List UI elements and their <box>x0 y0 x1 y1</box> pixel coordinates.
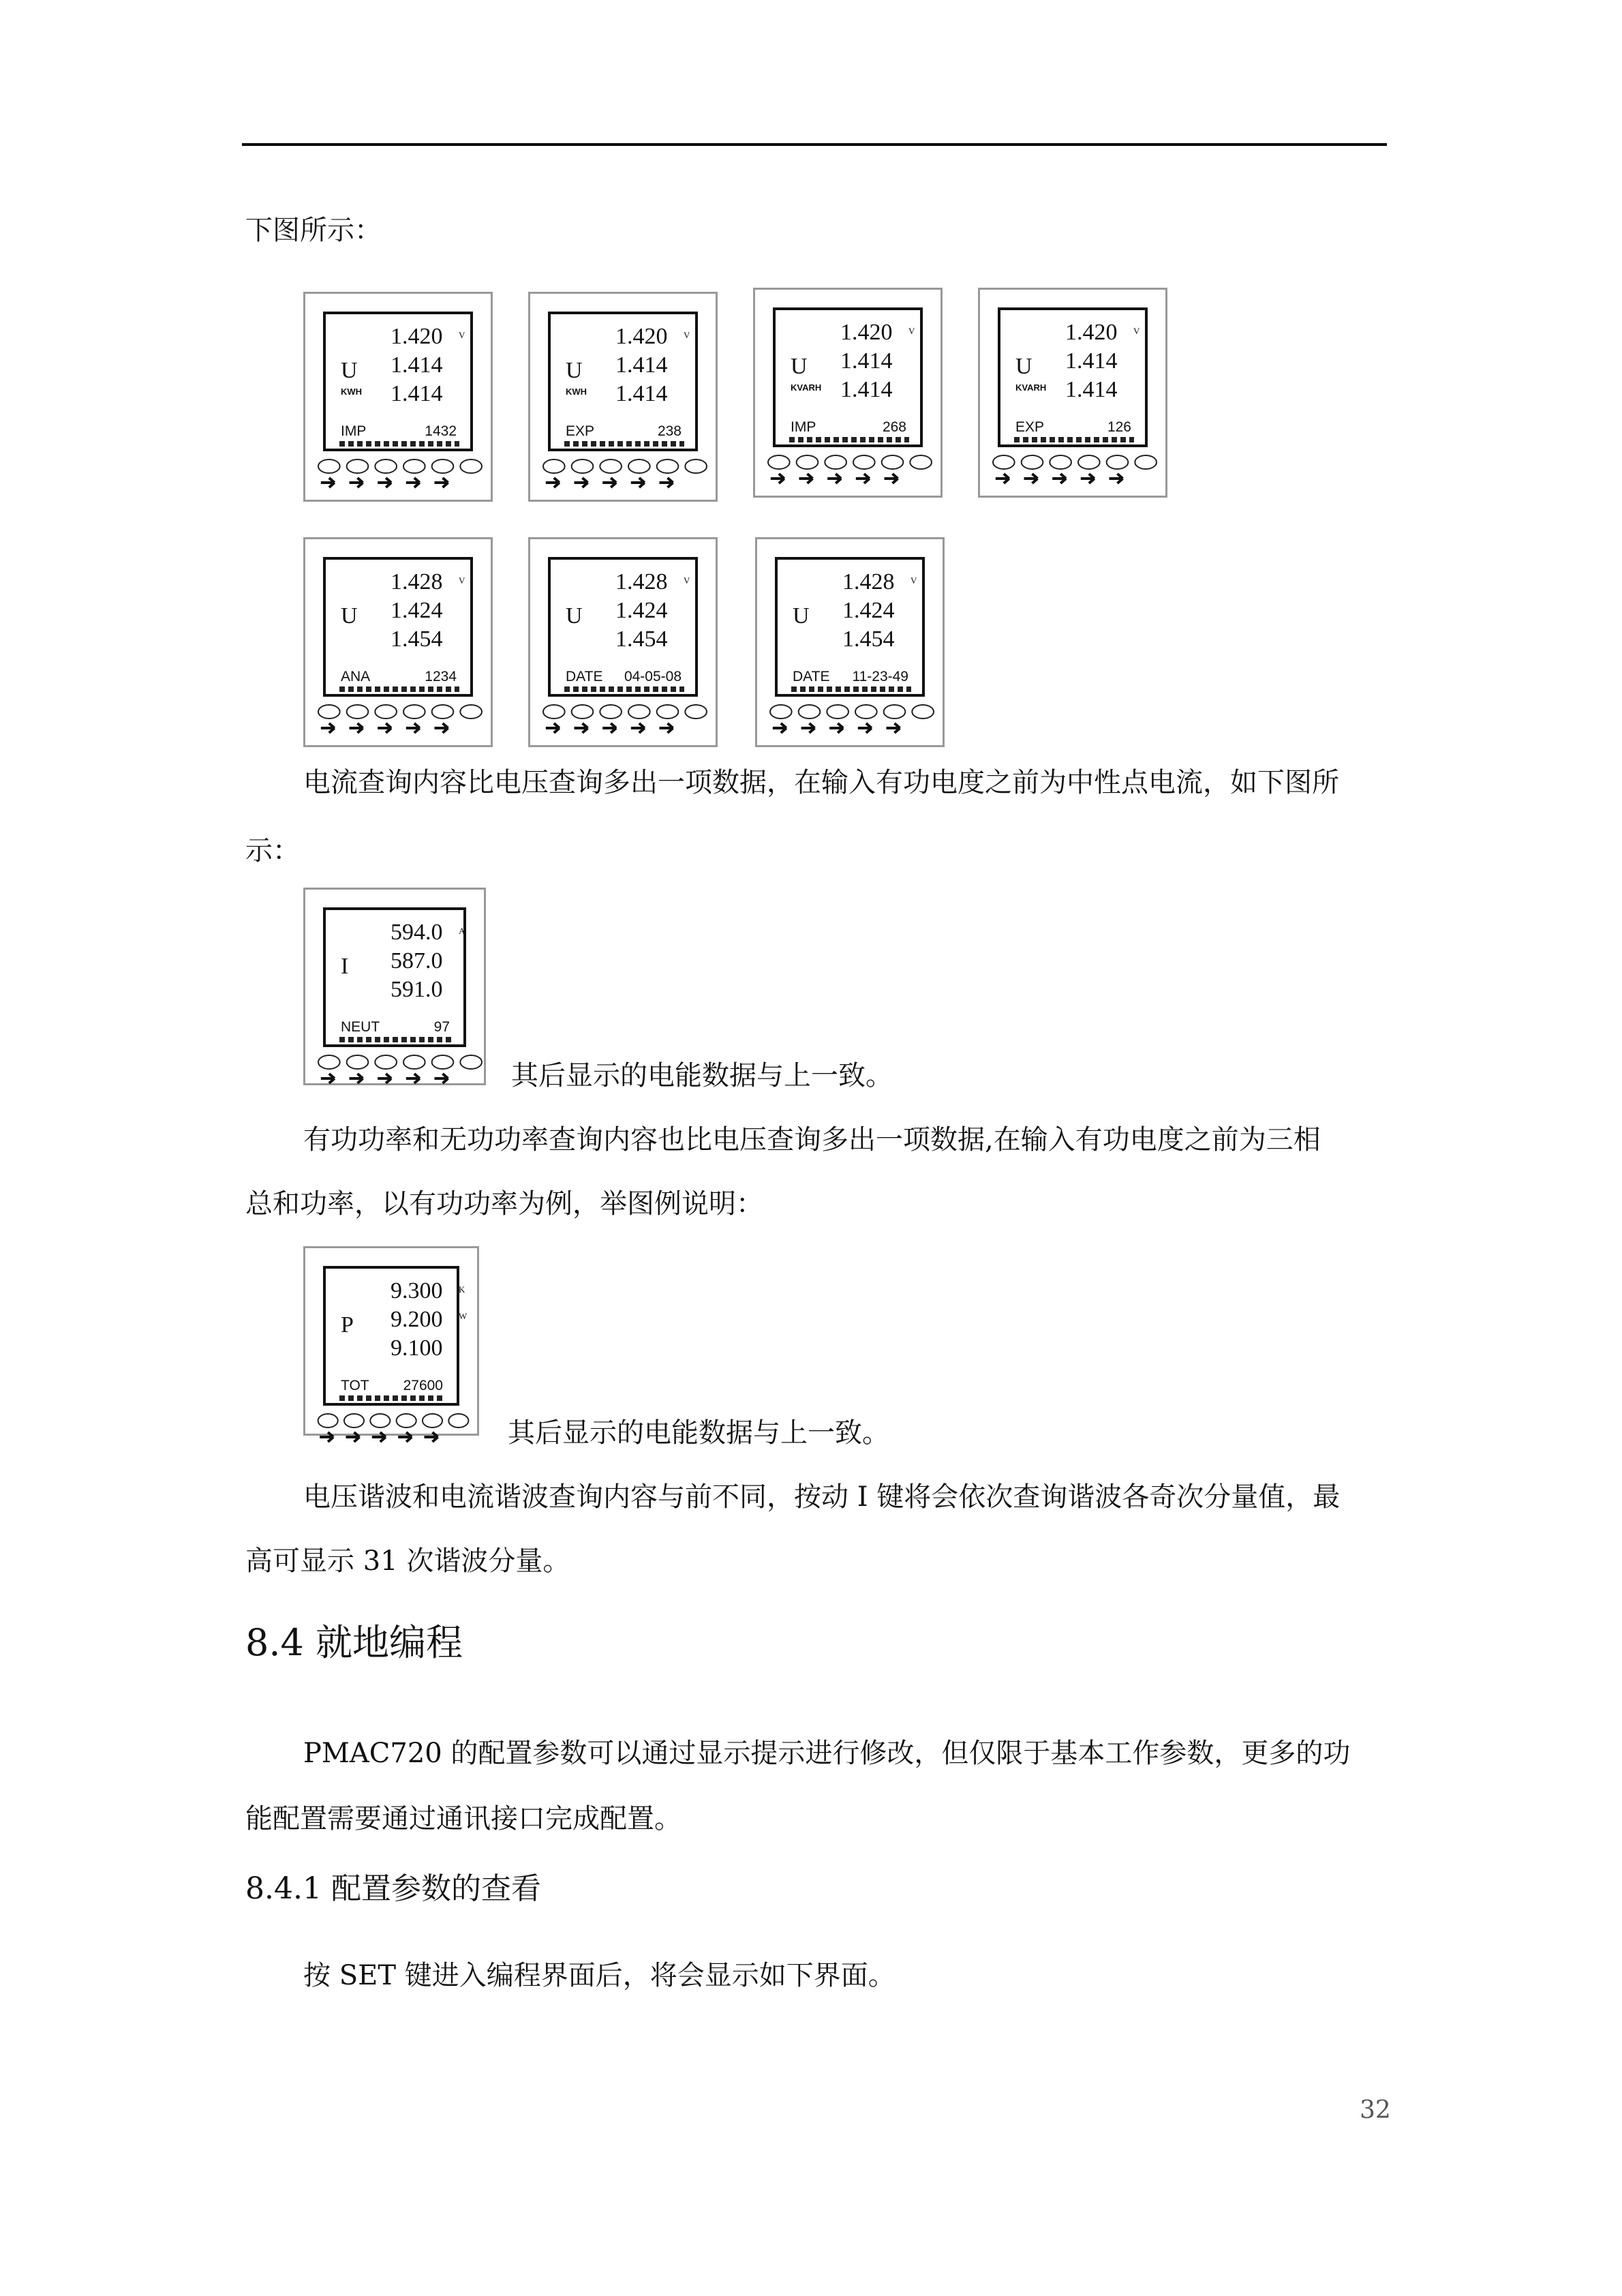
arrow-icon <box>1052 474 1066 483</box>
arrow-icon <box>346 1432 360 1442</box>
mode-label: IMP <box>341 423 367 439</box>
reading-3: 1.414 <box>391 381 443 406</box>
reading-3: 1.454 <box>391 626 443 652</box>
arrow-icon <box>799 474 813 483</box>
keypad-button <box>432 459 454 473</box>
segment-bar <box>339 1037 453 1042</box>
reading-3: 1.414 <box>615 381 668 406</box>
keypad-button <box>572 459 594 473</box>
reading-2: 1.414 <box>1065 348 1118 374</box>
keypad-button <box>403 1055 425 1069</box>
unit-label: V <box>911 575 917 586</box>
keypad <box>315 1051 485 1096</box>
keypad-button <box>344 1414 364 1428</box>
reading-2: 1.414 <box>391 352 443 378</box>
mode-value: 1234 <box>425 669 457 684</box>
keypad-button <box>600 705 622 719</box>
quantity-symbol: P <box>341 1312 354 1338</box>
reading-3: 1.454 <box>615 626 668 652</box>
keypad-button <box>600 459 622 473</box>
device-screen-7 <box>755 537 945 747</box>
harmonic-paragraph-line-2: 高可显示 31 次谐波分量。 <box>245 1545 570 1577</box>
keypad-button <box>827 705 848 719</box>
keypad-button <box>318 1055 340 1069</box>
mode-label: EXP <box>566 423 595 439</box>
keypad-button <box>855 705 877 719</box>
lcd-display <box>998 307 1148 447</box>
keypad-button <box>460 1055 482 1069</box>
arrow-icon <box>1110 474 1123 483</box>
current-paragraph-line-1: 电流查询内容比电压查询多出一项数据，在输入有功电度之前为中性点电流，如下图所 <box>303 767 1339 798</box>
reading-3: 591.0 <box>391 977 443 1002</box>
energy-unit: KWH <box>341 387 363 397</box>
energy-unit: KVARH <box>1015 382 1047 393</box>
device-screen-current <box>303 888 486 1085</box>
keypad <box>540 455 710 500</box>
page-number: 32 <box>1360 2096 1391 2124</box>
subsection-heading: 8.4.1 配置参数的查看 <box>245 1871 541 1906</box>
lcd-display <box>548 557 698 697</box>
arrow-icon <box>771 474 784 483</box>
section-paragraph-line-1: PMAC720 的配置参数可以通过显示提示进行修改，但仅限于基本工作参数，更多的功 <box>303 1738 1351 1769</box>
keypad-button <box>448 1414 468 1428</box>
segment-bar <box>564 441 684 447</box>
reading-1: 1.428 <box>615 569 668 594</box>
reading-1: 1.420 <box>391 324 443 349</box>
keypad-button <box>657 459 679 473</box>
lcd-display <box>323 312 473 451</box>
unit-label: A <box>459 926 465 936</box>
arrow-icon <box>372 1432 386 1442</box>
arrow-icon <box>660 478 673 487</box>
keypad-button <box>347 705 369 719</box>
reading-1: 1.420 <box>1065 320 1118 345</box>
after-current-text: 其后显示的电能数据与上一致。 <box>511 1060 893 1091</box>
arrow-icon <box>1081 474 1095 483</box>
keypad-button <box>403 705 425 719</box>
keypad-button <box>460 705 482 719</box>
mode-label: NEUT <box>341 1019 380 1035</box>
reading-2: 1.414 <box>840 348 893 374</box>
after-power-text: 其后显示的电能数据与上一致。 <box>508 1417 889 1449</box>
arrow-icon <box>406 723 420 733</box>
arrow-icon <box>1024 474 1038 483</box>
keypad-button <box>543 705 565 719</box>
arrow-icon <box>858 723 872 733</box>
arrow-icon <box>801 723 815 733</box>
arrow-icon <box>350 1074 363 1083</box>
current-paragraph-line-2: 示： <box>245 835 300 866</box>
reading-3: 1.414 <box>1065 377 1118 402</box>
arrow-icon <box>321 478 335 487</box>
keypad <box>765 451 935 496</box>
device-screen-2 <box>528 292 718 502</box>
arrow-icon <box>435 723 448 733</box>
reading-3: 1.414 <box>840 377 893 402</box>
keypad-button <box>884 705 906 719</box>
arrow-icon <box>350 723 363 733</box>
arrow-icon <box>827 474 841 483</box>
unit-label: V <box>459 575 465 586</box>
unit-label: V <box>908 326 915 336</box>
mode-value: 11-23-49 <box>852 669 908 684</box>
device-screen-6 <box>528 537 718 747</box>
power-paragraph-line-1: 有功功率和无功功率查询内容也比电压查询多出一项数据,在输入有功电度之前为三相 <box>303 1124 1321 1155</box>
keypad-button <box>768 455 790 469</box>
quantity-symbol: U <box>791 354 808 379</box>
keypad <box>540 701 710 746</box>
arrow-icon <box>996 474 1009 483</box>
lcd-display <box>548 312 698 451</box>
lcd-display <box>323 557 473 697</box>
keypad <box>315 1410 472 1444</box>
reading-2: 587.0 <box>391 948 443 973</box>
arrow-icon <box>435 478 448 487</box>
arrow-icon <box>602 723 616 733</box>
arrow-icon <box>829 723 843 733</box>
keypad-button <box>403 459 425 473</box>
arrow-icon <box>320 1432 333 1442</box>
segment-bar <box>1014 437 1134 442</box>
reading-2: 1.424 <box>391 598 443 623</box>
mode-label: IMP <box>791 419 816 435</box>
keypad <box>315 455 485 500</box>
mode-value: 1432 <box>425 423 457 439</box>
segment-bar <box>791 686 911 692</box>
arrow-icon <box>406 478 420 487</box>
keypad-button <box>797 455 818 469</box>
segment-bar <box>564 686 684 692</box>
quantity-symbol: U <box>341 358 358 383</box>
subsection-paragraph: 按 SET 键进入编程界面后，将会显示如下界面。 <box>303 1960 896 1991</box>
keypad-button <box>347 1055 369 1069</box>
reading-1: 1.428 <box>391 569 443 594</box>
keypad-button <box>882 455 904 469</box>
arrow-icon <box>575 478 588 487</box>
quantity-symbol: U <box>1015 354 1032 379</box>
unit-label: V <box>459 330 465 340</box>
reading-1: 594.0 <box>391 920 443 945</box>
mode-label: EXP <box>1015 419 1045 435</box>
mode-label: ANA <box>341 669 371 684</box>
unit-label: V <box>684 575 690 586</box>
arrow-icon <box>631 478 645 487</box>
quantity-symbol: U <box>793 603 810 629</box>
keypad-button <box>397 1414 416 1428</box>
keypad-button <box>853 455 875 469</box>
keypad-button <box>1135 455 1157 469</box>
keypad-button <box>657 705 679 719</box>
lcd-display <box>773 307 923 447</box>
segment-bar <box>789 437 909 442</box>
arrow-icon <box>887 723 900 733</box>
keypad-button <box>347 459 369 473</box>
device-screen-5 <box>303 537 493 747</box>
keypad-button <box>1022 455 1043 469</box>
keypad-button <box>770 705 792 719</box>
mode-value: 126 <box>1107 419 1131 435</box>
reading-1: 1.428 <box>842 569 895 594</box>
reading-1: 1.420 <box>840 320 893 345</box>
quantity-symbol: U <box>566 603 583 629</box>
intro-text: 下图所示： <box>245 215 382 246</box>
keypad-button <box>910 455 932 469</box>
lcd-display <box>323 907 466 1047</box>
arrow-icon <box>602 478 616 487</box>
keypad-button <box>825 455 846 469</box>
keypad <box>315 701 485 746</box>
keypad-button <box>543 459 565 473</box>
arrow-icon <box>660 723 673 733</box>
reading-2: 9.200 <box>391 1307 443 1332</box>
quantity-symbol: U <box>566 358 583 383</box>
section-heading: 8.4 就地编程 <box>245 1621 463 1664</box>
arrow-icon <box>885 474 898 483</box>
reading-1: 9.300 <box>391 1278 443 1303</box>
arrow-icon <box>631 723 645 733</box>
energy-unit: KVARH <box>791 382 822 393</box>
arrow-icon <box>321 1074 335 1083</box>
keypad-button <box>799 705 821 719</box>
keypad-button <box>375 705 397 719</box>
arrow-icon <box>378 478 391 487</box>
reading-2: 1.414 <box>615 352 668 378</box>
keypad-button <box>375 459 397 473</box>
keypad-button <box>1078 455 1100 469</box>
lcd-display <box>323 1266 468 1406</box>
device-screen-power <box>303 1246 479 1436</box>
arrow-icon <box>546 723 560 733</box>
keypad-button <box>993 455 1015 469</box>
power-paragraph-line-2: 总和功率，以有功功率为例，举图例说明： <box>245 1188 763 1220</box>
mode-label: TOT <box>341 1378 369 1393</box>
keypad-button <box>1107 455 1129 469</box>
arrow-icon <box>575 723 588 733</box>
arrow-icon <box>435 1074 448 1083</box>
device-screen-4 <box>978 288 1167 498</box>
header-rule <box>242 143 1387 146</box>
quantity-symbol: U <box>341 603 358 629</box>
arrow-icon <box>773 723 786 733</box>
arrow-icon <box>398 1432 412 1442</box>
segment-bar <box>339 686 459 692</box>
keypad-button <box>685 459 707 473</box>
reading-2: 1.424 <box>615 598 668 623</box>
keypad-button <box>685 705 707 719</box>
reading-2: 1.424 <box>842 598 895 623</box>
arrow-icon <box>378 1074 391 1083</box>
keypad-button <box>432 705 454 719</box>
arrow-icon <box>350 478 363 487</box>
keypad-button <box>318 1414 338 1428</box>
harmonic-paragraph-line-1: 电压谐波和电流谐波查询内容与前不同，按动 I 键将会依次查询谐波各奇次分量值，最 <box>303 1481 1341 1513</box>
keypad-button <box>912 705 934 719</box>
mode-value: 238 <box>657 423 682 439</box>
device-screen-3 <box>753 288 943 498</box>
arrow-icon <box>425 1432 438 1442</box>
keypad-button <box>628 459 650 473</box>
unit-label: V <box>684 330 690 340</box>
mode-value: 04-05-08 <box>624 669 682 684</box>
arrow-icon <box>856 474 870 483</box>
keypad-button <box>460 459 482 473</box>
keypad <box>767 701 937 746</box>
mode-value: 97 <box>433 1019 450 1035</box>
keypad-button <box>1050 455 1071 469</box>
keypad-button <box>423 1414 442 1428</box>
arrow-icon <box>406 1074 420 1083</box>
segment-bar <box>339 1395 446 1401</box>
lcd-display <box>775 557 925 697</box>
unit-label: V <box>1133 326 1140 336</box>
mode-value: 268 <box>882 419 906 435</box>
mode-label: DATE <box>566 669 603 684</box>
keypad-button <box>375 1055 397 1069</box>
reading-3: 9.100 <box>391 1335 443 1361</box>
segment-bar <box>339 441 459 447</box>
keypad-button <box>628 705 650 719</box>
keypad <box>990 451 1160 496</box>
keypad-button <box>432 1055 454 1069</box>
arrow-icon <box>321 723 335 733</box>
section-paragraph-line-2: 能配置需要通过通讯接口完成配置。 <box>245 1803 682 1834</box>
keypad-button <box>370 1414 390 1428</box>
keypad-button <box>318 705 340 719</box>
mode-value: 27600 <box>403 1378 443 1393</box>
keypad-button <box>318 459 340 473</box>
arrow-icon <box>378 723 391 733</box>
unit-label: K <box>459 1284 465 1295</box>
quantity-symbol: I <box>341 954 349 979</box>
arrow-icon <box>546 478 560 487</box>
energy-unit: KWH <box>566 387 587 397</box>
device-screen-1 <box>303 292 493 502</box>
reading-3: 1.454 <box>842 626 895 652</box>
reading-1: 1.420 <box>615 324 668 349</box>
unit-label-2: W <box>459 1311 468 1321</box>
mode-label: DATE <box>793 669 830 684</box>
keypad-button <box>572 705 594 719</box>
